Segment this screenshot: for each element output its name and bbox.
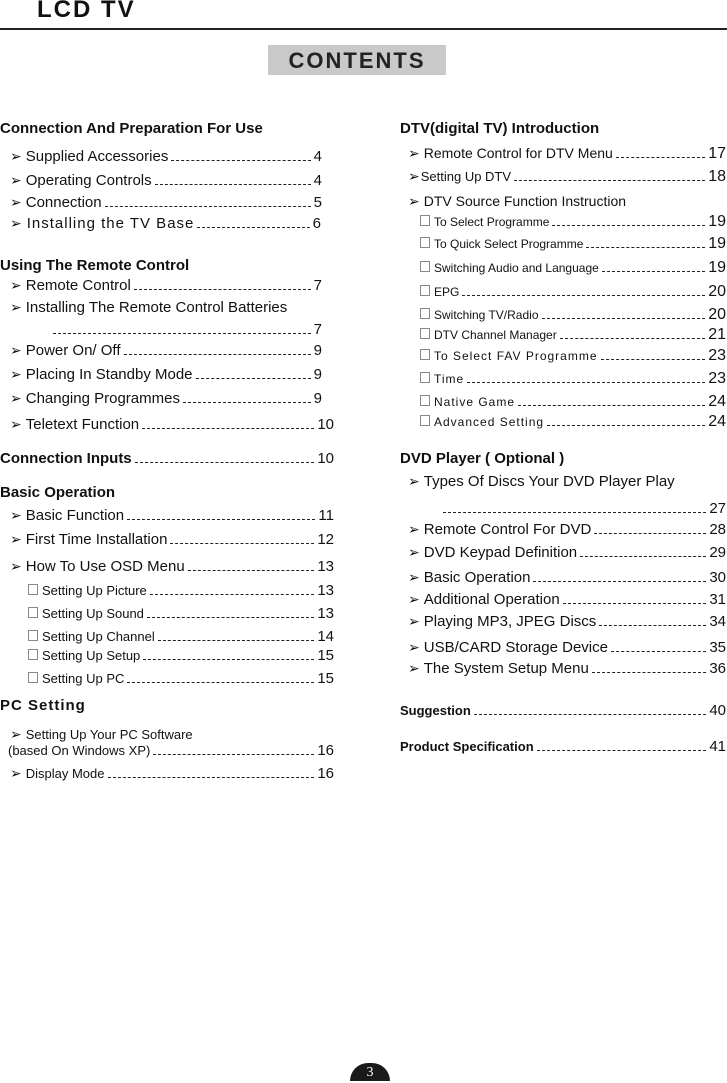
square-bullet-icon	[420, 261, 430, 272]
toc-page: 35	[709, 639, 726, 656]
arrow-icon: ➢	[408, 193, 420, 209]
toc-entry[interactable]	[10, 299, 287, 316]
toc-page: 41	[709, 738, 726, 755]
dot-leader	[462, 295, 705, 296]
toc-label: Playing MP3, JPEG Discs	[423, 613, 597, 630]
toc-subentry[interactable]	[420, 213, 726, 231]
dot-leader	[155, 184, 311, 185]
toc-label: To Quick Select Programme	[434, 237, 584, 251]
dot-leader	[127, 682, 314, 683]
toc-page: 4	[313, 172, 322, 189]
square-bullet-icon	[420, 372, 430, 383]
toc-page: 13	[317, 605, 334, 622]
square-bullet-icon	[420, 415, 430, 426]
toc-entry[interactable]	[408, 591, 726, 608]
arrow-icon: ➢	[408, 569, 420, 585]
dot-leader	[135, 462, 315, 463]
toc-entry-continuation[interactable]	[8, 742, 334, 759]
toc-page: 19	[708, 213, 726, 230]
toc-subentry[interactable]	[420, 306, 726, 324]
dot-leader	[158, 640, 315, 641]
toc-label: DTV Channel Manager	[434, 328, 557, 342]
toc-page: 17	[708, 145, 726, 162]
toc-page: 36	[709, 660, 726, 677]
toc-page: 20	[708, 306, 726, 323]
toc-page: 9	[313, 390, 322, 407]
toc-label: Basic Function	[25, 507, 125, 524]
toc-page: 34	[709, 613, 726, 630]
toc-entry[interactable]	[10, 148, 322, 165]
toc-heading-entry[interactable]	[0, 450, 334, 467]
toc-label: DTV Source Function Instruction	[423, 193, 627, 209]
dot-leader	[53, 333, 311, 334]
dot-leader	[127, 519, 315, 520]
square-bullet-icon	[420, 215, 430, 226]
toc-page: 7	[313, 277, 322, 294]
toc-page: 23	[708, 347, 726, 364]
toc-page: 16	[317, 765, 334, 782]
toc-entry[interactable]	[408, 544, 726, 561]
toc-entry[interactable]	[10, 507, 334, 524]
toc-heading-entry[interactable]	[400, 702, 726, 719]
toc-entry[interactable]	[10, 390, 322, 407]
dot-leader	[592, 672, 706, 673]
square-bullet-icon	[28, 649, 38, 660]
toc-label: Switching TV/Radio	[434, 308, 539, 322]
toc-label: USB/CARD Storage Device	[423, 639, 608, 656]
toc-subentry[interactable]	[420, 283, 726, 301]
toc-page: 30	[709, 569, 726, 586]
toc-page: 28	[709, 521, 726, 538]
dot-leader	[170, 543, 314, 544]
section-heading: Connection And Preparation For Use	[0, 120, 263, 137]
toc-page: 10	[317, 416, 334, 433]
toc-entry[interactable]	[408, 521, 726, 538]
square-bullet-icon	[420, 349, 430, 360]
square-bullet-icon	[420, 308, 430, 319]
arrow-icon: ➢	[10, 765, 22, 781]
brand-title: LCD TV	[37, 0, 136, 23]
toc-label: Setting Up Setup	[42, 648, 141, 663]
toc-page: 7	[313, 321, 322, 338]
toc-subentry[interactable]	[28, 647, 334, 664]
toc-entry[interactable]	[408, 145, 726, 163]
section-heading: PC Setting	[0, 697, 86, 714]
toc-label: Changing Programmes	[25, 390, 180, 407]
arrow-icon: ➢	[10, 726, 22, 742]
toc-page: 18	[708, 168, 726, 185]
toc-label: Installing The Remote Control Batteries	[25, 299, 288, 316]
dot-leader	[616, 157, 705, 158]
dot-leader	[547, 425, 705, 426]
toc-label: Time	[434, 372, 465, 386]
dot-leader	[602, 271, 705, 272]
toc-page: 19	[708, 259, 726, 276]
toc-label: Advanced Setting	[434, 415, 545, 429]
toc-label: Power On/ Off	[25, 342, 121, 359]
header-rule	[0, 28, 727, 30]
arrow-icon: ➢	[408, 660, 420, 676]
arrow-icon: ➢	[10, 194, 22, 210]
toc-entry[interactable]	[408, 473, 675, 490]
toc-label: The System Setup Menu	[423, 660, 589, 677]
arrow-icon: ➢	[408, 521, 420, 537]
arrow-icon: ➢	[10, 366, 22, 382]
dot-leader	[150, 594, 315, 595]
dot-leader	[533, 581, 706, 582]
toc-page: 13	[317, 558, 334, 575]
toc-label: Connection	[25, 194, 102, 211]
toc-page: 24	[708, 413, 726, 430]
toc-entry[interactable]	[408, 168, 726, 186]
toc-subentry[interactable]	[420, 347, 726, 365]
toc-subentry[interactable]	[420, 259, 726, 277]
toc-entry-continuation[interactable]	[50, 321, 322, 338]
toc-page: 24	[708, 393, 726, 410]
toc-entry-continuation[interactable]	[440, 500, 726, 517]
section-heading: DTV(digital TV) Introduction	[400, 120, 600, 137]
arrow-icon: ➢	[10, 558, 22, 574]
toc-page: 31	[709, 591, 726, 608]
toc-entry[interactable]	[10, 366, 322, 383]
toc-label: To Select Programme	[434, 215, 550, 229]
section-heading: Basic Operation	[0, 484, 116, 501]
toc-entry[interactable]	[408, 613, 726, 630]
dot-leader	[599, 625, 706, 626]
toc-page: 9	[313, 366, 322, 383]
dot-leader	[580, 556, 706, 557]
toc-subentry[interactable]	[420, 370, 726, 388]
toc-entry[interactable]	[10, 277, 322, 294]
toc-label: Additional Operation	[423, 591, 560, 608]
arrow-icon: ➢	[408, 613, 420, 629]
toc-label: DVD Keypad Definition	[423, 544, 578, 561]
section-heading: Suggestion	[400, 703, 471, 718]
dot-leader	[142, 428, 314, 429]
toc-entry[interactable]	[10, 342, 322, 359]
toc-label: Setting Up Picture	[42, 583, 147, 598]
arrow-icon: ➢	[10, 215, 23, 231]
toc-label: Native Game	[434, 395, 516, 409]
dot-leader	[197, 227, 309, 228]
toc-entry[interactable]	[408, 660, 726, 677]
dot-leader	[563, 603, 707, 604]
toc-entry[interactable]	[10, 416, 334, 433]
toc-label: EPG	[434, 285, 460, 299]
arrow-icon: ➢	[10, 172, 22, 188]
dot-leader	[542, 318, 706, 319]
dot-leader	[183, 402, 311, 403]
square-bullet-icon	[28, 584, 38, 595]
toc-page: 40	[709, 702, 726, 719]
dot-leader	[611, 651, 706, 652]
toc-page: 29	[709, 544, 726, 561]
toc-label: Supplied Accessories	[25, 148, 169, 165]
toc-subentry[interactable]	[420, 393, 726, 411]
toc-subentry[interactable]	[28, 670, 334, 687]
dot-leader	[467, 382, 705, 383]
toc-subentry[interactable]	[28, 628, 334, 645]
arrow-icon: ➢	[10, 507, 22, 523]
toc-subentry[interactable]	[420, 413, 726, 431]
toc-label: How To Use OSD Menu	[25, 558, 185, 575]
dot-leader	[134, 289, 311, 290]
dot-leader	[514, 180, 705, 181]
section-heading: DVD Player ( Optional )	[400, 450, 565, 467]
toc-page: 11	[318, 507, 334, 524]
section-heading: Using The Remote Control	[0, 257, 190, 274]
toc-label: To Select FAV Programme	[434, 349, 598, 363]
toc-entry[interactable]	[10, 194, 322, 211]
toc-label: First Time Installation	[25, 531, 168, 548]
toc-page: 19	[708, 235, 726, 252]
square-bullet-icon	[28, 672, 38, 683]
arrow-icon: ➢	[10, 148, 22, 164]
toc-label: Remote Control	[25, 277, 131, 294]
dot-leader	[147, 617, 314, 618]
contents-title: CONTENTS	[268, 45, 446, 75]
toc-page: 15	[317, 647, 334, 664]
toc-label: Setting Up PC	[42, 671, 125, 686]
arrow-icon: ➢	[408, 145, 420, 161]
toc-label: Remote Control For DVD	[423, 521, 592, 538]
square-bullet-icon	[28, 630, 38, 641]
toc-label: Remote Control for DTV Menu	[423, 145, 613, 161]
toc-entry[interactable]	[10, 172, 322, 189]
toc-page: 27	[709, 500, 726, 517]
toc-entry[interactable]	[10, 558, 334, 575]
dot-leader	[601, 359, 706, 360]
arrow-icon: ➢	[10, 531, 22, 547]
toc-label: Operating Controls	[25, 172, 152, 189]
dot-leader	[124, 354, 311, 355]
dot-leader	[143, 659, 314, 660]
toc-label: Teletext Function	[25, 416, 140, 433]
toc-page: 12	[317, 531, 334, 548]
toc-page: 13	[317, 582, 334, 599]
toc-label: Setting Up Channel	[42, 629, 155, 644]
toc-entry[interactable]	[10, 215, 322, 232]
toc-label: Setting Up Sound	[42, 606, 144, 621]
toc-page: 20	[708, 283, 726, 300]
page-number: 3	[350, 1063, 390, 1081]
dot-leader	[108, 777, 315, 778]
toc-label: Display Mode	[25, 766, 105, 781]
toc-subentry[interactable]	[420, 235, 726, 253]
square-bullet-icon	[420, 395, 430, 406]
dot-leader	[594, 533, 706, 534]
toc-page: 23	[708, 370, 726, 387]
toc-heading-entry[interactable]	[400, 738, 726, 755]
toc-page: 15	[317, 670, 334, 687]
arrow-icon: ➢	[408, 473, 420, 489]
toc-page: 21	[708, 326, 726, 343]
toc-label: (based On Windows XP)	[8, 743, 151, 758]
toc-label: Switching Audio and Language	[434, 261, 599, 275]
toc-page: 9	[313, 342, 322, 359]
arrow-icon: ➢	[408, 639, 420, 655]
arrow-icon: ➢	[10, 277, 22, 293]
dot-leader	[518, 405, 705, 406]
dot-leader	[560, 338, 705, 339]
square-bullet-icon	[420, 237, 430, 248]
arrow-icon: ➢	[10, 416, 22, 432]
toc-label: Basic Operation	[423, 569, 531, 586]
toc-page: 6	[312, 215, 322, 232]
toc-label: Installing the TV Base	[26, 215, 195, 232]
toc-page: 5	[313, 194, 322, 211]
toc-page: 16	[317, 742, 334, 759]
toc-label: Setting Up Your PC Software	[25, 727, 193, 742]
toc-subentry[interactable]	[420, 326, 726, 344]
square-bullet-icon	[420, 328, 430, 339]
toc-label: Types Of Discs Your DVD Player Play	[423, 473, 675, 490]
toc-entry[interactable]	[408, 639, 726, 656]
toc-subentry[interactable]	[28, 582, 334, 599]
toc-entry[interactable]	[10, 765, 334, 782]
arrow-icon: ➢	[10, 299, 22, 315]
dot-leader	[188, 570, 315, 571]
toc-entry[interactable]	[10, 531, 334, 548]
arrow-icon: ➢	[408, 591, 420, 607]
toc-entry[interactable]	[408, 193, 626, 210]
toc-subentry[interactable]	[28, 605, 334, 622]
square-bullet-icon	[28, 607, 38, 618]
toc-page: 10	[317, 450, 334, 467]
arrow-icon: ➢	[408, 544, 420, 560]
toc-page: 14	[317, 628, 334, 645]
dot-leader	[537, 750, 707, 751]
dot-leader	[171, 160, 310, 161]
toc-label: Placing In Standby Mode	[25, 366, 193, 383]
dot-leader	[196, 378, 311, 379]
section-heading: Connection Inputs	[0, 450, 132, 467]
section-heading: Product Specification	[400, 739, 534, 754]
dot-leader	[474, 714, 707, 715]
toc-entry[interactable]	[10, 726, 193, 743]
dot-leader	[153, 754, 314, 755]
toc-page: 4	[313, 148, 322, 165]
dot-leader	[552, 225, 705, 226]
arrow-icon: ➢	[10, 390, 22, 406]
square-bullet-icon	[420, 285, 430, 296]
toc-label: Setting Up DTV	[420, 169, 512, 184]
dot-leader	[586, 247, 705, 248]
toc-entry[interactable]	[408, 569, 726, 586]
arrow-icon: ➢	[408, 168, 420, 184]
arrow-icon: ➢	[10, 342, 22, 358]
dot-leader	[105, 206, 311, 207]
dot-leader	[443, 512, 706, 513]
